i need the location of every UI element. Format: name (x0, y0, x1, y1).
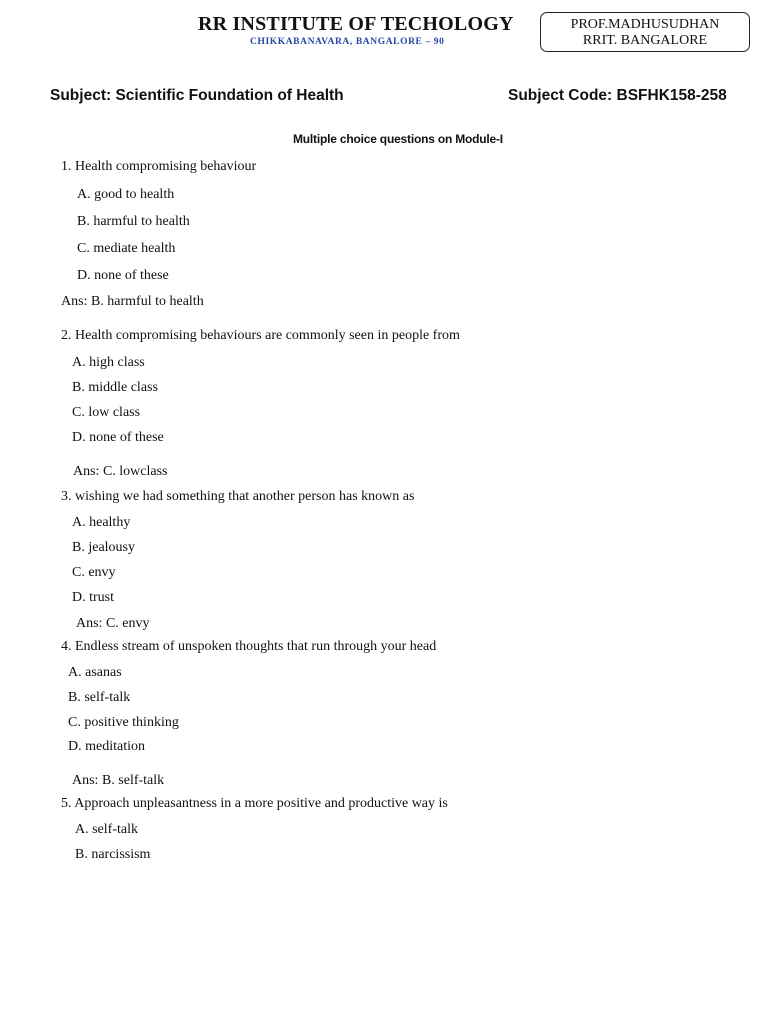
question-1-answer: Ans: B. harmful to health (61, 294, 204, 309)
question-2-option-b: B. middle class (72, 380, 158, 395)
subject-code: Subject Code: BSFHK158-258 (508, 87, 727, 104)
question-4-option-a: A. asanas (68, 665, 122, 680)
question-4-answer: Ans: B. self-talk (72, 773, 165, 788)
question-2-option-c: C. low class (72, 405, 141, 420)
question-5-option-b: B. narcissism (75, 847, 151, 862)
question-3-option-a: A. healthy (72, 515, 131, 530)
question-4-option-b: B. self-talk (68, 690, 131, 705)
question-3-answer: Ans: C. envy (76, 616, 150, 631)
professor-box (540, 12, 750, 52)
question-4: 4. Endless stream of unspoken thoughts that run through your head (61, 639, 437, 654)
professor-location: RRIT. BANGALORE (582, 33, 708, 48)
question-4-option-c: C. positive thinking (68, 715, 179, 730)
question-3: 3. wishing we had something that another person has known as (61, 489, 415, 504)
question-2-option-d: D. none of these (72, 430, 164, 445)
question-1-option-b: B. harmful to health (77, 214, 190, 229)
professor-name: PROF.MADHUSUDHAN (570, 17, 720, 32)
institute-name: RR INSTITUTE OF TECHOLOGY (198, 13, 514, 35)
question-2-option-a: A. high class (72, 355, 145, 370)
question-1-option-d: D. none of these (77, 268, 169, 283)
question-2: 2. Health compromising behaviours are commonly seen in people from (61, 328, 460, 343)
page-title: Multiple choice questions on Module-I (293, 132, 503, 146)
question-2-answer: Ans: C. lowclass (73, 464, 168, 479)
question-5-option-a: A. self-talk (75, 822, 138, 837)
question-3-option-c: C. envy (72, 565, 116, 580)
institute-address: CHIKKABANAVARA, BANGALORE – 90 (250, 37, 445, 47)
question-3-option-d: D. trust (72, 590, 114, 605)
question-4-option-d: D. meditation (68, 739, 145, 754)
question-1: 1. Health compromising behaviour (61, 159, 257, 174)
subject-name: Subject: Scientific Foundation of Health (50, 87, 344, 104)
question-5: 5. Approach unpleasantness in a more positive and productive way is (61, 796, 448, 811)
question-3-option-b: B. jealousy (72, 540, 135, 555)
question-1-option-c: C. mediate health (77, 241, 176, 256)
question-1-option-a: A. good to health (77, 187, 175, 202)
